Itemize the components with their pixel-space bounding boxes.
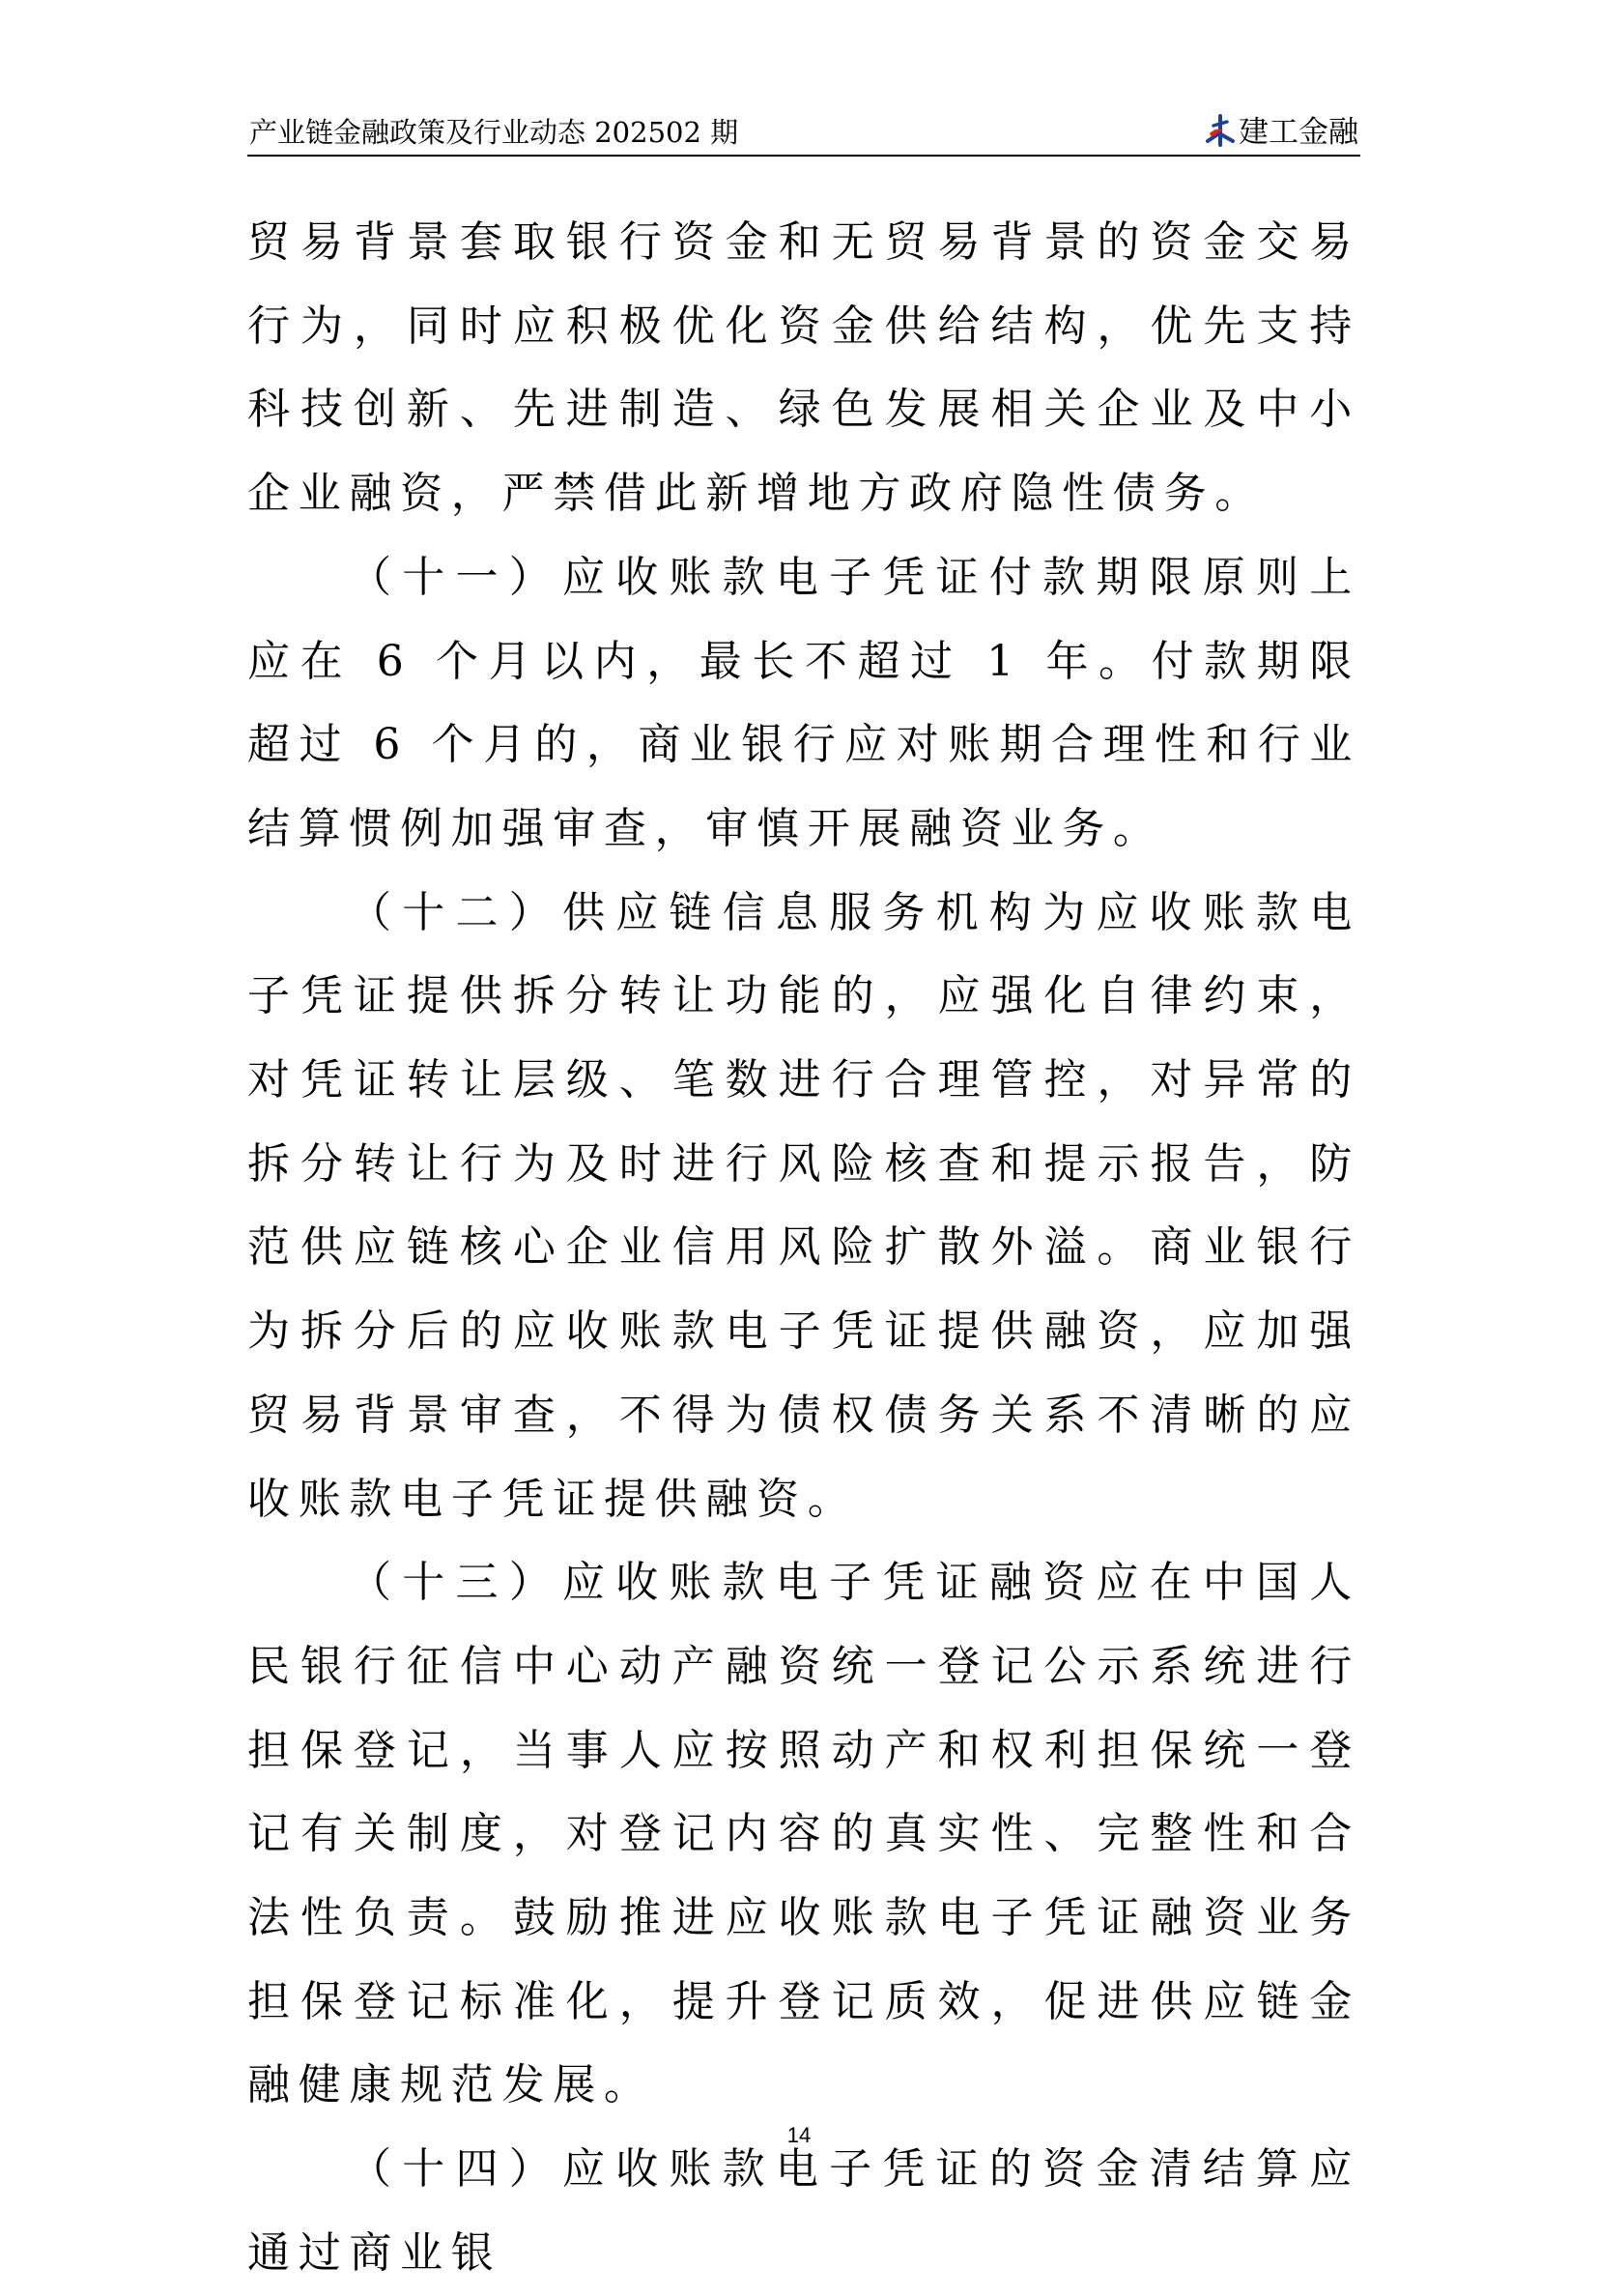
header-title: 产业链金融政策及行业动态 202502 期	[249, 116, 739, 149]
page-header	[247, 108, 1360, 157]
body-text	[247, 201, 1360, 2296]
jiangong-finance-logo-icon	[1204, 112, 1237, 149]
brand	[1204, 110, 1358, 149]
paragraph-item-11: （十一）应收账款电子凭证付款期限原则上应在 6 个月以内，最长不超过 1 年。付款期限超过 6 个月的，商业银行应对账期合理性和行业结算惯例加强审查，审慎开展融资业务。	[247, 552, 1360, 853]
page-number: 14	[786, 2123, 812, 2147]
paragraph-continued: 贸易背景套取银行资金和无贸易背景的资金交易行为，同时应积极优化资金供给结构，优先支持科技创新、先进制造、绿色发展相关企业及中小企业融资，严禁借此新增地方政府隐性债务。	[247, 217, 1360, 519]
paragraph-item-14: （十四）应收账款电子凭证的资金清结算应通过商业银	[247, 2144, 1360, 2278]
paragraph-item-13: （十三）应收账款电子凭证融资应在中国人民银行征信中心动产融资统一登记公示系统进行担保登记，当事人应按照动产和权利担保统一登记有关制度，对登记内容的真实性、完整性和合法性负责。鼓励推进应收账款电子凭证融资业务担保登记标准化，提升登记质效，促进供应链金融健康规范发展。	[247, 1558, 1360, 2110]
brand-name: 建工金融	[1239, 115, 1358, 150]
paragraph-item-12: （十二）供应链信息服务机构为应收账款电子凭证提供拆分转让功能的，应强化自律约束，对凭证转让层级、笔数进行合理管控，对异常的拆分转让行为及时进行风险核查和提示报告，防范供应链核心企业信用风险扩散外溢。商业银行为拆分后的应收账款电子凭证提供融资，应加强贸易背景审查，不得为债权债务关系不清晰的应收账款电子凭证提供融资。	[247, 887, 1360, 1524]
